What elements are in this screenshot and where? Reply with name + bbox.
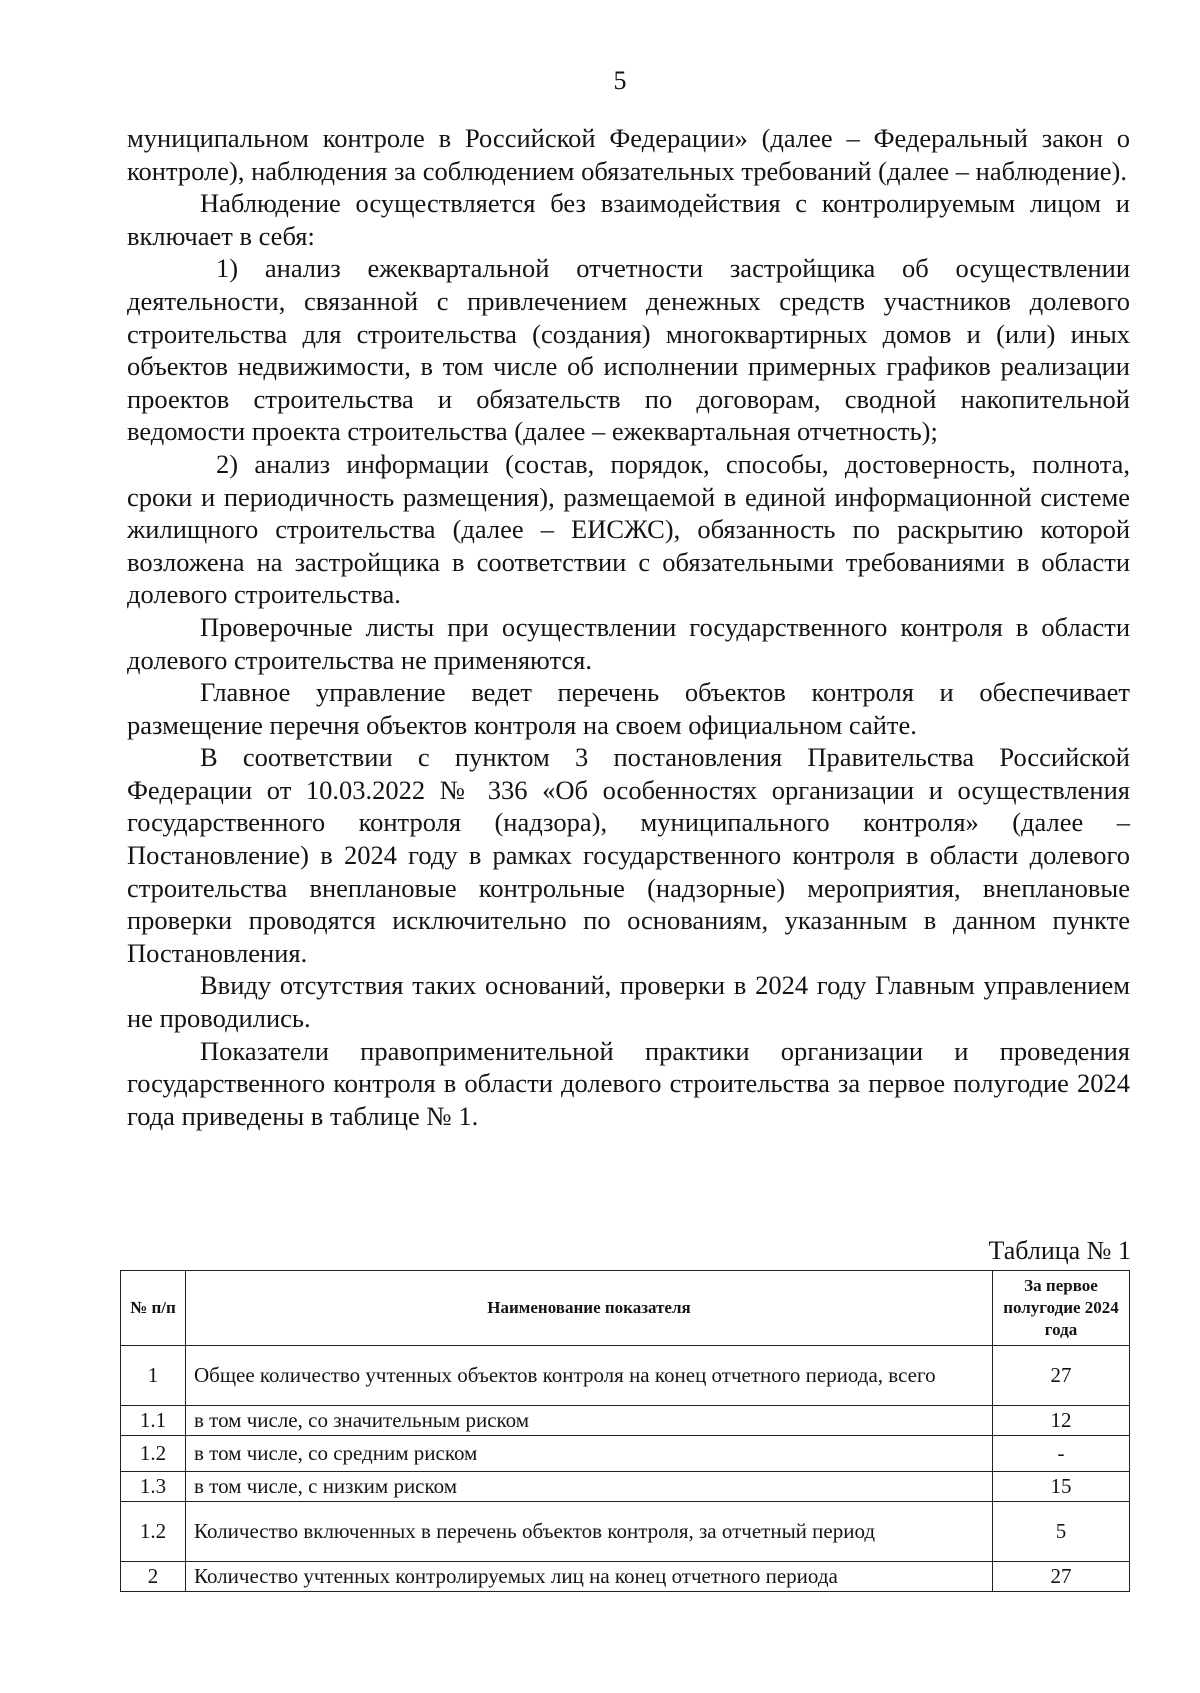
row-value: 12 (993, 1406, 1130, 1436)
paragraph-resolution: В соответствии с пунктом 3 постановления Правительства Российской Федерации от 10.03.2022 № 336 «Об особенностях организации и осуществления государственного контроля (надзора), муниципального контроля» (далее – Постановление) в 2024 году в рамках государственного контроля в области долевого строительства внеплановые контрольные (надзорные) мероприятия, внеплановые проверки проводятся исключительно по основаниям, указанным в данном пункте Постановления. (127, 742, 1130, 968)
row-value: - (993, 1436, 1130, 1472)
row-num: 1 (121, 1346, 186, 1406)
paragraph-continuation: муниципальном контроле в Российской Федерации» (далее – Федеральный закон о контроле), наблюдения за соблюдением обязательных требований (далее – наблюдение). (127, 123, 1130, 186)
table-row (121, 1562, 1130, 1592)
row-name: в том числе, со значительным риском (186, 1406, 993, 1436)
row-num: 1.2 (121, 1436, 186, 1472)
table-row (121, 1502, 1130, 1562)
paragraph-no-inspections: Ввиду отсутствия таких оснований, проверки в 2024 году Главным управлением не проводились. (127, 970, 1130, 1034)
table-header-row (121, 1271, 1130, 1346)
table-row (121, 1406, 1130, 1436)
table-caption: Таблица № 1 (988, 1236, 1131, 1265)
row-name: Количество учтенных контролируемых лиц на конец отчетного периода (186, 1562, 993, 1592)
header-name: Наименование показателя (186, 1271, 993, 1346)
row-name: в том числе, со средним риском (186, 1436, 993, 1472)
paragraph-indicators: Показатели правоприменительной практики организации и проведения государственного контроля в области долевого строительства за первое полугодие 2024 года приведены в таблице № 1. (127, 1035, 1130, 1131)
row-num: 2 (121, 1562, 186, 1592)
list-item-2: 2) анализ информации (состав, порядок, способы, достоверность, полнота, сроки и периодичность размещения), размещаемой в единой информационной системе жилищного строительства (далее – ЕИСЖС), обязанность по раскрытию которой возложена на застройщика в соответствии с обязательными требованиями в области долевого строительства. (127, 448, 1130, 610)
indicators-table (120, 1270, 1130, 1592)
header-num: № п/п (121, 1271, 186, 1346)
row-num: 1.2 (121, 1502, 186, 1562)
row-num: 1.3 (121, 1472, 186, 1502)
list-item-1: 1) анализ ежеквартальной отчетности застройщика об осуществлении деятельности, связанной с привлечением денежных средств участников долевого строительства для строительства (создания) многоквартирных домов и (или) иных объектов недвижимости, в том числе об исполнении примерных графиков реализации проектов строительства и обязательств по договорам, сводной накопительной ведомости проекта строительства (далее – ежеквартальная отчетность); (127, 253, 1130, 447)
table-row (121, 1436, 1130, 1472)
document-body (127, 122, 1130, 1132)
row-name: Общее количество учтенных объектов контроля на конец отчетного периода, всего (186, 1346, 993, 1406)
paragraph-registry: Главное управление ведет перечень объектов контроля и обеспечивает размещение перечня объектов контроля на своем официальном сайте. (127, 677, 1130, 740)
row-value: 5 (993, 1502, 1130, 1562)
row-value: 27 (993, 1346, 1130, 1406)
row-value: 15 (993, 1472, 1130, 1502)
paragraph-checklists: Проверочные листы при осуществлении государственного контроля в области долевого строительства не применяются. (127, 611, 1130, 675)
paragraph-observation: Наблюдение осуществляется без взаимодействия с контролируемым лицом и включает в себя: (127, 188, 1130, 251)
header-value: За первое полугодие 2024 года (993, 1271, 1130, 1346)
row-name: Количество включенных в перечень объектов контроля, за отчетный период (186, 1502, 993, 1562)
row-value: 27 (993, 1562, 1130, 1592)
table-row (121, 1472, 1130, 1502)
table-row (121, 1346, 1130, 1406)
page-number: 5 (613, 66, 627, 95)
row-num: 1.1 (121, 1406, 186, 1436)
row-name: в том числе, с низким риском (186, 1472, 993, 1502)
